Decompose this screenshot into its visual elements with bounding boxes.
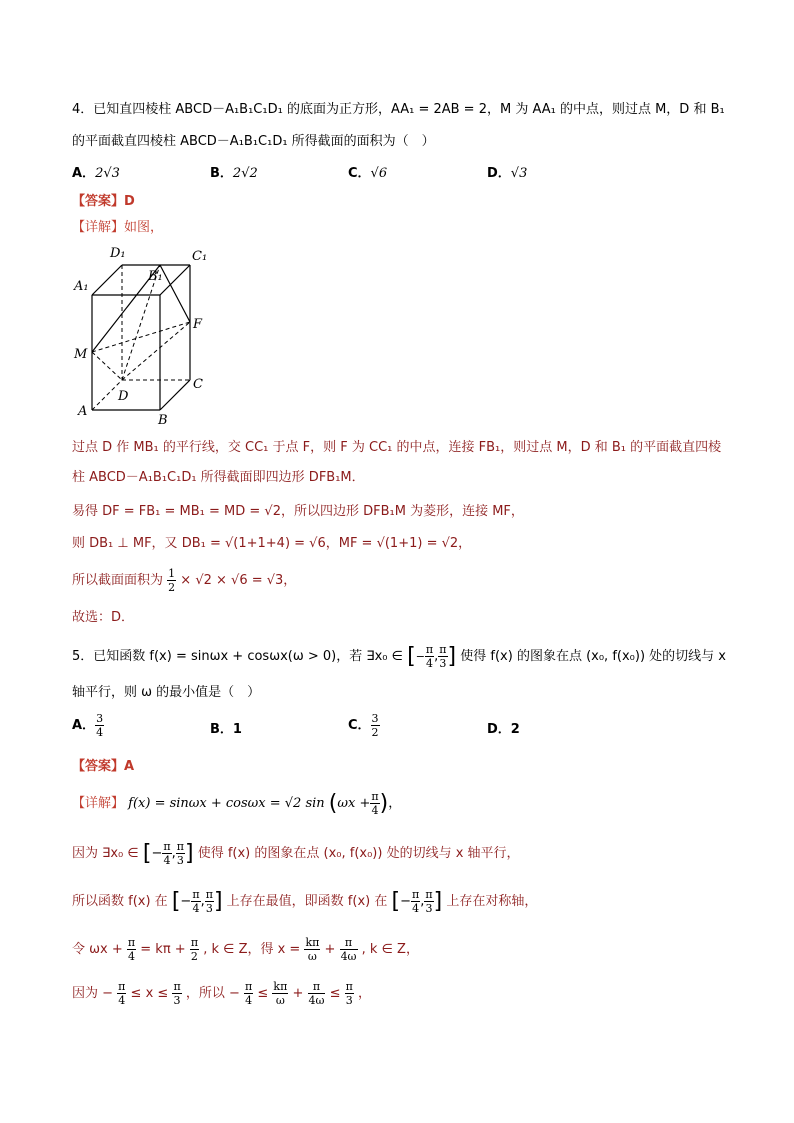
label-C: C (193, 377, 203, 392)
q4-detail-heading: 【详解】如图， (72, 220, 164, 235)
q5-detail-line1: 【详解】 f(x) = sinωx + cosωx = √2 sin (ωx + $\frac{\pi}{4}$ )， (72, 790, 402, 817)
label-M: M (74, 347, 88, 362)
label-A: A (78, 404, 88, 419)
q5-stem-line2: 轴平行，则 ω 的最小值是（ ） (72, 685, 261, 700)
q5-option-c: C． $\frac{3}{2}$ (348, 712, 379, 739)
q4-stem-line1: 4．已知直四棱柱 ABCD－A₁B₁C₁D₁ 的底面为正方形，AA₁ = 2AB = 2，M 为 AA₁ 的中点，则过点 M，D 和 B₁ (72, 102, 725, 117)
q5-option-b: B．1 (210, 722, 242, 737)
prism-figure (70, 240, 220, 425)
q5-detail-line5: 因为 − $\frac{\pi}{4}$ ≤ x ≤ $\frac{\pi}{3}$ ，所以 − $\frac{\pi}{4}$ ≤ $\frac{k\pi}{\omega}$ + $\frac{\pi}{4\omega}$ ≤ $\frac{\pi}{3}$ ， (72, 980, 372, 1007)
q4-option-c: C．√6 (348, 166, 388, 181)
q4-stem-line2: 的平面截直四棱柱 ABCD－A₁B₁C₁D₁ 所得截面的面积为（ ） (72, 134, 435, 149)
q4-option-a: A．2√3 (72, 166, 120, 181)
q4-conclusion: 故选：D． (72, 610, 135, 625)
q4-solution-line5: 所以截面面积为 $\frac{1}{2}$ × √2 × √6 = √3， (72, 567, 297, 594)
label-D1: D₁ (110, 246, 126, 261)
q5-detail-line2: 因为 ∃x₀ ∈ [− $\frac{\pi}{4}$ , $\frac{\pi}{3}$ ] 使得 f(x) 的图象在点 (x₀, f(x₀)) 处的切线与 x 轴平行， (72, 840, 520, 867)
label-B1: B₁ (148, 269, 163, 284)
q4-solution-line3: 易得 DF = FB₁ = MB₁ = MD = √2，所以四边形 DFB₁M 为菱形，连接 MF， (72, 504, 524, 519)
q4-solution-line4: 则 DB₁ ⊥ MF，又 DB₁ = √(1+1+4) = √6，MF = √(1+1) = √2， (72, 536, 472, 551)
q4-answer: 【答案】D (72, 194, 135, 209)
q4-option-b: B．2√2 (210, 166, 258, 181)
q5-stem-line1: 5．已知函数 f(x) = sinωx + cosωx(ω > 0)，若 ∃x₀ ∈ [− $\frac{\pi}{4}$ , $\frac{\pi}{3}$ ] 使得 f(x) 的图象在点 (x₀, f(x₀)) 处的切线与 x (72, 643, 726, 670)
q5-detail-line4: 令 ωx + $\frac{\pi}{4}$ = kπ + $\frac{\pi}{2}$ , k ∈ Z，得 x = $\frac{k\pi}{\omega}$ + $\frac{\pi}{4\omega}$ , k ∈ Z， (72, 936, 419, 963)
q4-solution-line1: 过点 D 作 MB₁ 的平行线，交 CC₁ 于点 F，则 F 为 CC₁ 的中点，连接 FB₁，则过点 M，D 和 B₁ 的平面截直四棱 (72, 440, 722, 455)
q4-option-d: D．√3 (487, 166, 528, 181)
q5-option-d: D．2 (487, 722, 520, 737)
q5-detail-line3: 所以函数 f(x) 在 [− $\frac{\pi}{4}$ , $\frac{\pi}{3}$ ] 上存在最值，即函数 f(x) 在 [− $\frac{\pi}{4}$ , $\frac{\pi}{3}$ ] 上存在对称轴， (72, 888, 538, 915)
q4-solution-line2: 柱 ABCD－A₁B₁C₁D₁ 所得截面即四边形 DFB₁M． (72, 470, 365, 485)
label-D: D (118, 389, 129, 404)
label-A1: A₁ (74, 279, 89, 294)
q5-answer: 【答案】A (72, 759, 135, 774)
prism-dashed-edges (92, 265, 190, 410)
label-C1: C₁ (192, 249, 208, 264)
q5-option-a: A． $\frac{3}{4}$ (72, 712, 104, 739)
label-F: F (193, 317, 203, 332)
label-B: B (158, 413, 168, 425)
